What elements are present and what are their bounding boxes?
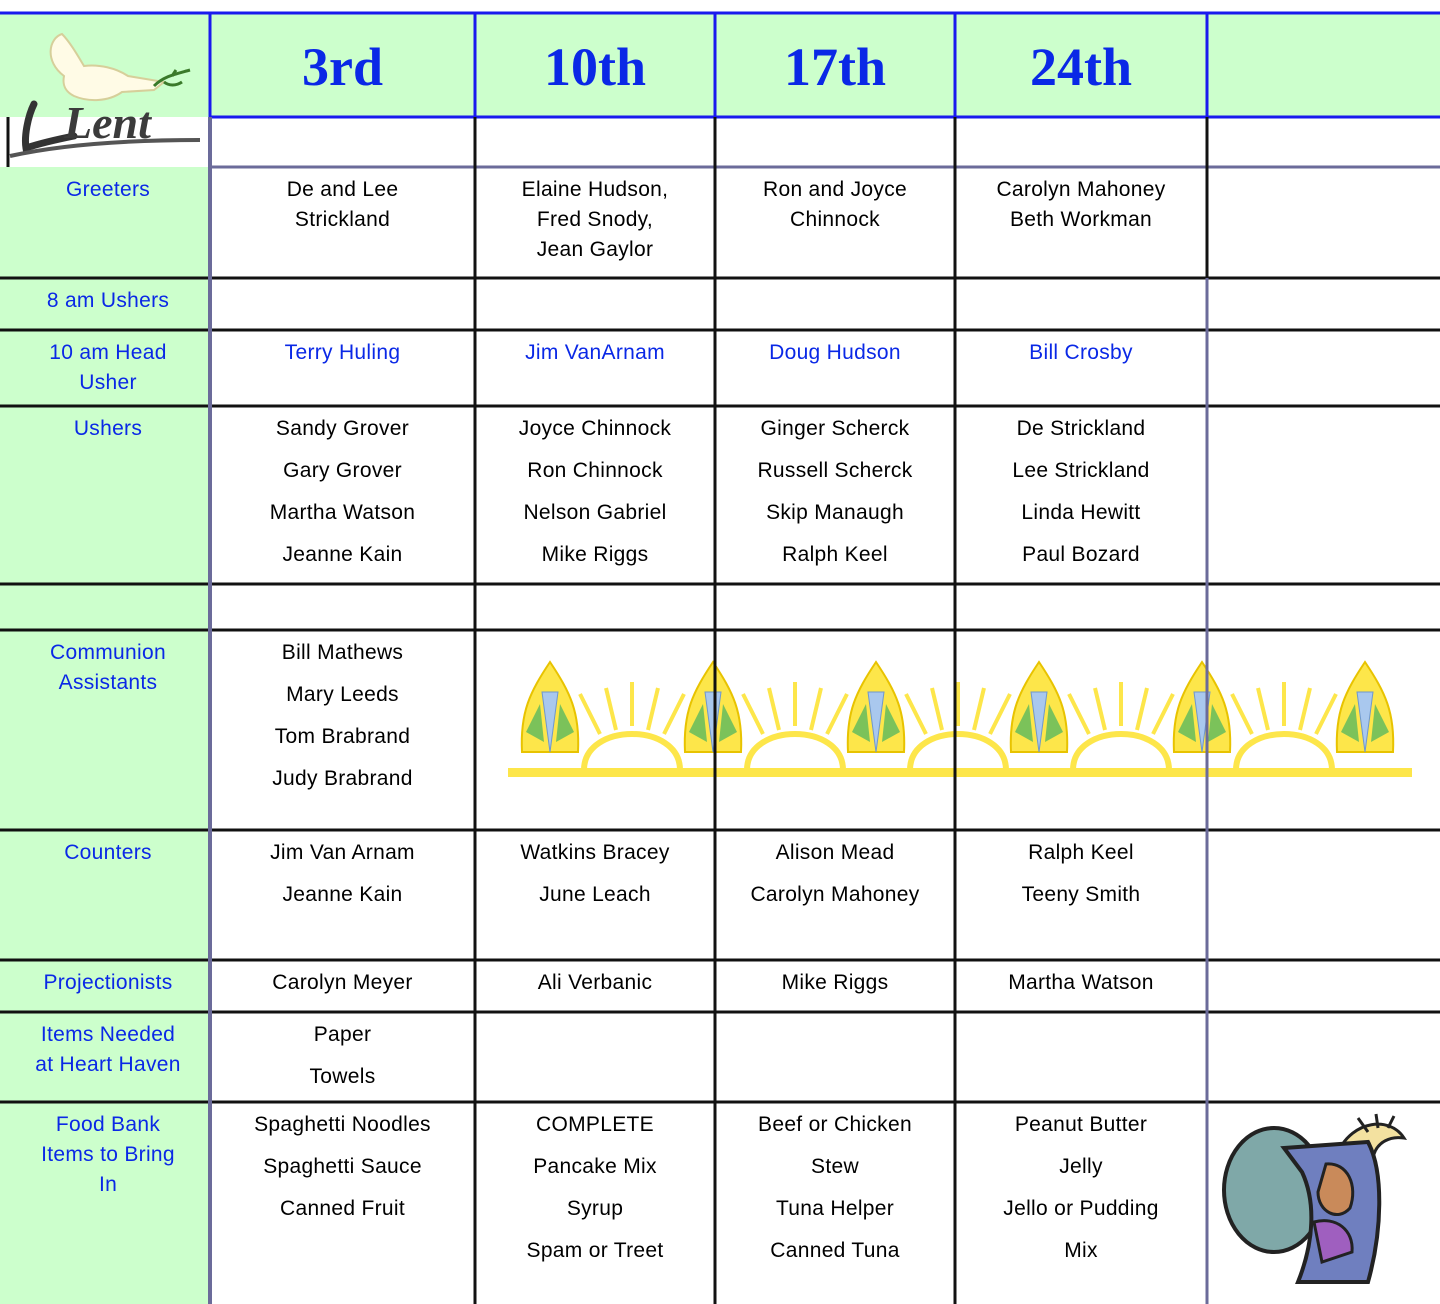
cell-line: Ron Chinnock <box>527 459 663 482</box>
cell-line: Russell Scherck <box>757 459 913 482</box>
cell-r3-c3 <box>955 414 1207 584</box>
cell-r0-c3 <box>955 175 1207 278</box>
row-label-line: In <box>98 1173 118 1196</box>
cell-r3-c2 <box>715 414 955 584</box>
cell-line: Jean Gaylor <box>536 238 654 261</box>
row-label-line: Usher <box>79 371 137 394</box>
row-label-0 <box>0 175 216 278</box>
cell-r4-c3 <box>955 592 1207 630</box>
cell-r0-c2 <box>715 175 955 278</box>
cell-r6-c2 <box>715 838 955 960</box>
cell-line: Jim VanArnam <box>525 341 665 364</box>
cell-line: COMPLETE <box>536 1113 654 1136</box>
cell-line: Bill Mathews <box>281 641 404 664</box>
row-label-8 <box>0 1020 216 1102</box>
cell-line: Paper <box>313 1023 372 1046</box>
cell-line: Carolyn Meyer <box>272 971 413 994</box>
row-label-2 <box>0 338 216 406</box>
cell-line: Stew <box>811 1155 859 1178</box>
cell-line: Elaine Hudson, <box>521 178 669 201</box>
cell-r2-c0 <box>210 338 475 406</box>
row-label-line: Items to Bring <box>41 1143 175 1166</box>
cell-line: Ralph Keel <box>782 543 888 566</box>
cell-line: Ralph Keel <box>1028 841 1134 864</box>
cell-r0-c4 <box>1207 175 1440 278</box>
cell-line: Carolyn Mahoney <box>996 178 1166 201</box>
row-label-6 <box>0 838 216 960</box>
row-label-line: 10 am Head <box>49 341 167 364</box>
row-label-line: Items Needed <box>40 1023 176 1046</box>
cell-r0-c0 <box>210 175 475 278</box>
row-label-line: Projectionists <box>43 971 173 994</box>
cell-line: Fred Snody, <box>536 208 654 231</box>
cell-line: Nelson Gabriel <box>523 501 667 524</box>
cell-r5-c3 <box>955 638 1207 830</box>
cell-line: Canned Tuna <box>770 1239 900 1262</box>
date-header-5 <box>1207 14 1440 117</box>
row-label-3 <box>0 414 216 584</box>
cell-r9-c0 <box>210 1110 475 1304</box>
cell-line: Jelly <box>1059 1155 1103 1178</box>
cell-r6-c0 <box>210 838 475 960</box>
cell-line: Spaghetti Noodles <box>254 1113 431 1136</box>
cell-r7-c3 <box>955 968 1207 1012</box>
cell-r2-c4 <box>1207 338 1440 406</box>
cell-line: June Leach <box>539 883 651 906</box>
dove-icon <box>4 16 208 164</box>
cell-line: Ali Verbanic <box>537 971 653 994</box>
cell-r4-c0 <box>210 592 475 630</box>
cell-line: Syrup <box>566 1197 624 1220</box>
cell-r2-c1 <box>475 338 715 406</box>
cell-line: Chinnock <box>790 208 880 231</box>
cell-r5-c1 <box>475 638 715 830</box>
cell-line: Mike Riggs <box>541 543 649 566</box>
cell-line: Alison Mead <box>775 841 895 864</box>
cell-r8-c0 <box>210 1020 475 1102</box>
cell-line: Spaghetti Sauce <box>263 1155 422 1178</box>
cell-r6-c3 <box>955 838 1207 960</box>
cell-line: Mary Leeds <box>286 683 399 706</box>
cell-r8-c1 <box>475 1020 715 1102</box>
cell-line: Beth Workman <box>1009 208 1153 231</box>
cell-line: Judy Brabrand <box>272 767 413 790</box>
cell-line: Jim Van Arnam <box>270 841 415 864</box>
cell-line: Sandy Grover <box>275 417 410 440</box>
date-header-1: 3rd <box>302 37 383 97</box>
cell-r5-c4 <box>1207 638 1440 830</box>
cell-line: Tom Brabrand <box>274 725 411 748</box>
cell-r1-c0 <box>210 286 475 330</box>
row-label-4 <box>0 592 216 630</box>
cell-line: Tuna Helper <box>775 1197 895 1220</box>
logo-text: Lent <box>64 97 151 148</box>
cell-line: Beef or Chicken <box>758 1113 912 1136</box>
cell-r3-c0 <box>210 414 475 584</box>
cell-line: Gary Grover <box>283 459 402 482</box>
cell-line: Teeny Smith <box>1021 883 1141 906</box>
cell-r9-c2 <box>715 1110 955 1304</box>
row-label-5 <box>0 638 216 830</box>
cell-r7-c1 <box>475 968 715 1012</box>
cell-r5-c0 <box>210 638 475 830</box>
cell-line: Martha Watson <box>1008 971 1154 994</box>
row-label-line: Counters <box>64 841 152 864</box>
cell-r1-c3 <box>955 286 1207 330</box>
row-label-line: Assistants <box>58 671 158 694</box>
row-label-7 <box>0 968 216 1012</box>
cell-line: De and Lee <box>286 178 399 201</box>
cell-line: Linda Hewitt <box>1021 501 1141 524</box>
cell-r9-c3 <box>955 1110 1207 1304</box>
date-header-2: 10th <box>543 37 646 97</box>
cell-r8-c2 <box>715 1020 955 1102</box>
cell-line: Jeanne Kain <box>282 883 403 906</box>
cell-r3-c1 <box>475 414 715 584</box>
cell-line: Peanut Butter <box>1014 1113 1148 1136</box>
cell-line: Towels <box>309 1065 376 1088</box>
cell-r2-c3 <box>955 338 1207 406</box>
cell-r1-c2 <box>715 286 955 330</box>
cell-line: Pancake Mix <box>533 1155 657 1178</box>
row-label-line: 8 am Ushers <box>46 289 170 312</box>
cell-line: Terry Huling <box>284 341 401 364</box>
cell-line: Mike Riggs <box>781 971 889 994</box>
cell-line: Strickland <box>294 208 391 231</box>
cell-line: Watkins Bracey <box>520 841 670 864</box>
cell-line: Martha Watson <box>269 501 416 524</box>
row-label-line: Communion <box>50 641 166 664</box>
cell-r6-c4 <box>1207 838 1440 960</box>
cell-line: Jeanne Kain <box>282 543 403 566</box>
cell-r9-c1 <box>475 1110 715 1304</box>
cell-line: Joyce Chinnock <box>518 417 672 440</box>
cell-line: Jello or Pudding <box>1003 1197 1159 1220</box>
row-label-line: Food Bank <box>55 1113 161 1136</box>
cell-r9-c4 <box>1207 1110 1440 1304</box>
cell-r7-c2 <box>715 968 955 1012</box>
cell-line: Ginger Scherck <box>760 417 910 440</box>
cell-r3-c4 <box>1207 414 1440 584</box>
cell-line: Bill Crosby <box>1029 341 1133 364</box>
cell-r4-c2 <box>715 592 955 630</box>
cell-r4-c1 <box>475 592 715 630</box>
cell-line: Carolyn Mahoney <box>750 883 920 906</box>
cell-r7-c4 <box>1207 968 1440 1012</box>
row-label-line: at Heart Haven <box>35 1053 181 1076</box>
row-label-1 <box>0 286 216 330</box>
cell-line: Paul Bozard <box>1022 543 1140 566</box>
cell-r8-c4 <box>1207 1020 1440 1102</box>
cell-r5-c2 <box>715 638 955 830</box>
cell-line: Spam or Treet <box>526 1239 664 1262</box>
cell-line: Skip Manaugh <box>766 501 904 524</box>
cell-r4-c4 <box>1207 592 1440 630</box>
cell-r6-c1 <box>475 838 715 960</box>
cell-r8-c3 <box>955 1020 1207 1102</box>
row-label-line: Ushers <box>73 417 143 440</box>
cell-r7-c0 <box>210 968 475 1012</box>
cell-line: De Strickland <box>1016 417 1146 440</box>
cell-line: Doug Hudson <box>769 341 901 364</box>
cell-r1-c4 <box>1207 286 1440 330</box>
row-label-line: Greeters <box>65 178 151 201</box>
date-header-4: 24th <box>1029 37 1132 97</box>
cell-line: Mix <box>1064 1239 1098 1262</box>
cell-line: Canned Fruit <box>280 1197 405 1220</box>
row-label-9 <box>0 1110 216 1304</box>
cell-r2-c2 <box>715 338 955 406</box>
lent-logo <box>4 16 208 164</box>
date-header-3: 17th <box>783 37 886 97</box>
cell-line: Lee Strickland <box>1012 459 1150 482</box>
cell-r1-c1 <box>475 286 715 330</box>
cell-r0-c1 <box>475 175 715 278</box>
cell-line: Ron and Joyce <box>763 178 907 201</box>
